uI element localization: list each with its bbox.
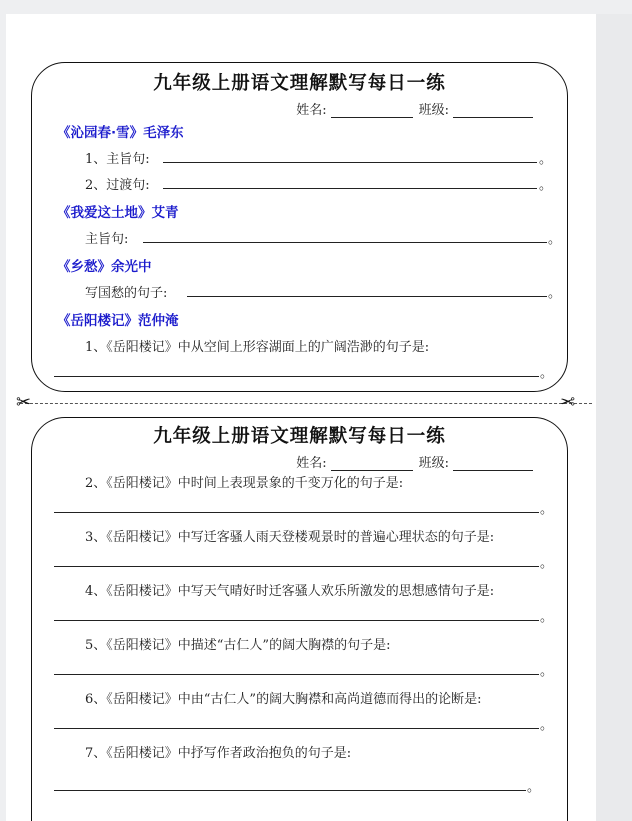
answer-line[interactable] xyxy=(54,512,539,513)
scissors-icon: ✂ xyxy=(560,392,576,413)
name-label: 姓名: xyxy=(296,103,327,118)
period-mark: 。 xyxy=(540,502,554,517)
name-label: 姓名: xyxy=(296,456,327,471)
class-label: 班级: xyxy=(418,103,449,118)
poem-heading: 《沁园春·雪》毛泽东 xyxy=(57,125,184,141)
question-label: 2、《岳阳楼记》中时间上表现景象的千变万化的句子是: xyxy=(85,476,404,491)
answer-line[interactable] xyxy=(163,188,537,189)
name-field[interactable] xyxy=(331,105,413,118)
cut-line xyxy=(20,403,592,404)
worksheet-card-2 xyxy=(31,417,568,821)
period-mark: 。 xyxy=(540,664,554,679)
answer-line[interactable] xyxy=(54,790,526,791)
answer-line[interactable] xyxy=(54,566,539,567)
period-mark: 。 xyxy=(540,366,554,381)
period-mark: 。 xyxy=(539,152,553,167)
poem-heading: 《我爱这土地》艾青 xyxy=(57,205,179,221)
period-mark: 。 xyxy=(527,780,541,795)
question-label: 6、《岳阳楼记》中由“古仁人”的阔大胸襟和高尚道德而得出的论断是: xyxy=(85,692,482,707)
period-mark: 。 xyxy=(540,556,554,571)
viewer-gutter xyxy=(596,14,632,821)
question-label: 2、过渡句: xyxy=(85,178,150,193)
name-class-row xyxy=(296,452,539,471)
period-mark: 。 xyxy=(548,232,562,247)
question-label: 4、《岳阳楼记》中写天气晴好时迁客骚人欢乐所激发的思想感情句子是: xyxy=(85,584,495,599)
period-mark: 。 xyxy=(540,718,554,733)
answer-line[interactable] xyxy=(54,728,539,729)
period-mark: 。 xyxy=(548,286,562,301)
answer-line[interactable] xyxy=(54,674,539,675)
class-field[interactable] xyxy=(453,458,533,471)
question-label: 1、《岳阳楼记》中从空间上形容湖面上的广阔浩渺的句子是: xyxy=(85,340,430,355)
scissors-icon: ✂ xyxy=(16,392,32,413)
name-field[interactable] xyxy=(331,458,413,471)
question-label: 5、《岳阳楼记》中描述“古仁人”的阔大胸襟的句子是: xyxy=(85,638,391,653)
poem-heading: 《乡愁》余光中 xyxy=(57,259,152,275)
answer-line[interactable] xyxy=(143,242,547,243)
question-label: 1、主旨句: xyxy=(85,152,150,167)
answer-line[interactable] xyxy=(163,162,537,163)
card-title: 九年级上册语文理解默写每日一练 xyxy=(153,426,446,447)
answer-line[interactable] xyxy=(54,376,539,377)
question-label: 3、《岳阳楼记》中写迁客骚人雨天登楼观景时的普遍心理状态的句子是: xyxy=(85,530,495,545)
class-label: 班级: xyxy=(418,456,449,471)
answer-line[interactable] xyxy=(54,620,539,621)
answer-line[interactable] xyxy=(187,296,547,297)
period-mark: 。 xyxy=(539,178,553,193)
card-title: 九年级上册语文理解默写每日一练 xyxy=(153,73,446,94)
worksheet-card-1 xyxy=(31,62,568,392)
poem-heading: 《岳阳楼记》范仲淹 xyxy=(57,313,179,329)
question-label: 写国愁的句子: xyxy=(85,286,168,301)
period-mark: 。 xyxy=(540,610,554,625)
question-label: 主旨句: xyxy=(85,232,129,247)
class-field[interactable] xyxy=(453,105,533,118)
name-class-row xyxy=(296,99,539,118)
question-label: 7、《岳阳楼记》中抒写作者政治抱负的句子是: xyxy=(85,746,352,761)
